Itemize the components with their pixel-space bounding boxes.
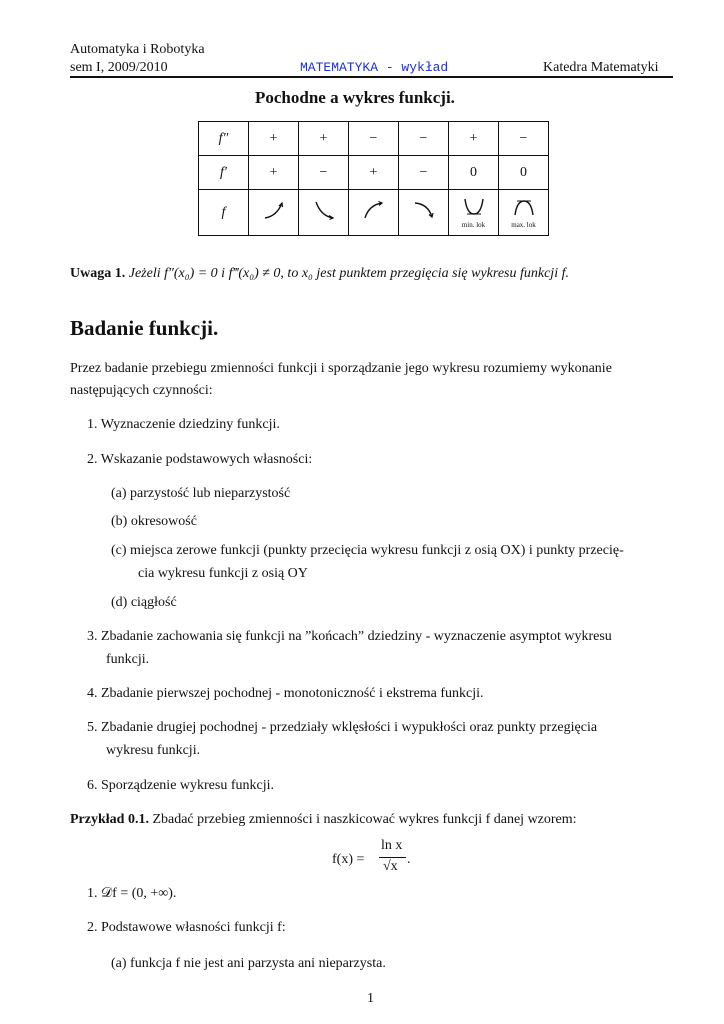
step-3-line-1: 3. Zbadanie zachowania się funkcji na ”końcach” dziedziny - wyznaczenie asymptot wykresu bbox=[87, 629, 612, 644]
fraction-bar bbox=[379, 857, 406, 858]
example-item-2: 2. Podstawowe własności funkcji f: bbox=[87, 920, 286, 935]
row-label-f1: f′ bbox=[199, 156, 249, 190]
intro-line-1: Przez badanie przebiegu zmienności funkcji i sporządzanie jego wykresu rozumiemy wykonanie bbox=[70, 361, 612, 376]
table-cell: − bbox=[399, 156, 449, 190]
example-text: Zbadać przebieg zmienności i naszkicować wykres funkcji f danej wzorem: bbox=[152, 812, 577, 827]
table-cell: − bbox=[399, 122, 449, 156]
decreasing-concave-curve-icon bbox=[399, 190, 449, 236]
local-minimum-cell bbox=[449, 190, 499, 236]
step-3-line-2: funkcji. bbox=[106, 652, 150, 667]
remark bbox=[70, 262, 690, 286]
remark-label: Uwaga 1. bbox=[70, 266, 126, 281]
remark-text: Jeżeli f″(x₀) = 0 i f‴(x₀) ≠ 0, to x₀ jest punktem przegięcia się wykresu funkcji f. bbox=[128, 266, 569, 281]
step-5-line-1: 5. Zbadanie drugiej pochodnej - przedziały wklęsłości i wypukłości oraz punkty przegięcia bbox=[87, 720, 598, 735]
example-intro bbox=[70, 808, 577, 832]
step-2b: (b) okresowość bbox=[111, 514, 197, 529]
example-item-2a: (a) funkcja f nie jest ani parzysta ani nieparzysta. bbox=[111, 956, 386, 971]
section-title: Badanie funkcji. bbox=[70, 316, 219, 340]
header-department: Katedra Matematyki bbox=[543, 60, 659, 75]
table-cell: − bbox=[349, 122, 399, 156]
table-cell: − bbox=[299, 156, 349, 190]
local-minimum-icon bbox=[459, 197, 489, 217]
step-2: 2. Wskazanie podstawowych własności: bbox=[87, 452, 313, 467]
row-label-f: f bbox=[199, 190, 249, 236]
table-cell: 0 bbox=[499, 156, 549, 190]
formula-denominator: √x bbox=[383, 859, 398, 874]
table-cell: + bbox=[449, 122, 499, 156]
formula-period: . bbox=[407, 852, 411, 867]
table-cell: + bbox=[249, 156, 299, 190]
example-item-1: 1. 𝒟f = (0, +∞). bbox=[87, 886, 177, 901]
local-maximum-icon bbox=[509, 197, 539, 217]
step-5-line-2: wykresu funkcji. bbox=[106, 743, 201, 758]
intro-line-2: następujących czynności: bbox=[70, 383, 213, 398]
decreasing-convex-curve-icon bbox=[299, 190, 349, 236]
step-1: 1. Wyznaczenie dziedziny funkcji. bbox=[87, 417, 280, 432]
increasing-convex-curve-icon bbox=[249, 190, 299, 236]
page-number: 1 bbox=[367, 991, 374, 1006]
table-cell: + bbox=[249, 122, 299, 156]
row-label-f2: f″ bbox=[199, 122, 249, 156]
min-label: min. lok bbox=[461, 220, 486, 229]
table-row-f2 bbox=[199, 122, 549, 156]
table-cell: − bbox=[499, 122, 549, 156]
example-label: Przykład 0.1. bbox=[70, 812, 149, 827]
max-label: max. lok bbox=[511, 220, 536, 229]
formula-lhs: f(x) = bbox=[332, 852, 365, 867]
header-rule bbox=[70, 76, 673, 78]
step-2c-line-1: (c) miejsca zerowe funkcji (punkty przecięcia wykresu funkcji z osią OX) i punkty przecię- bbox=[111, 543, 624, 558]
table-cell: 0 bbox=[449, 156, 499, 190]
header-semester: sem I, 2009/2010 bbox=[70, 60, 168, 75]
formula-numerator: ln x bbox=[381, 838, 403, 853]
step-2d: (d) ciągłość bbox=[111, 595, 177, 610]
table-cell: + bbox=[299, 122, 349, 156]
increasing-concave-curve-icon bbox=[349, 190, 399, 236]
table-cell: + bbox=[349, 156, 399, 190]
table-row-f1 bbox=[199, 156, 549, 190]
table-title: Pochodne a wykres funkcji. bbox=[255, 88, 455, 107]
derivative-sign-table bbox=[198, 121, 549, 236]
step-2c-line-2: cia wykresu funkcji z osią OY bbox=[138, 566, 308, 581]
local-maximum-cell bbox=[499, 190, 549, 236]
header-subject: MATEMATYKA - wykład bbox=[300, 60, 449, 75]
step-2a: (a) parzystość lub nieparzystość bbox=[111, 486, 291, 501]
header-course: Automatyka i Robotyka bbox=[70, 42, 205, 57]
step-4: 4. Zbadanie pierwszej pochodnej - monotoniczność i ekstrema funkcji. bbox=[87, 686, 484, 701]
step-6: 6. Sporządzenie wykresu funkcji. bbox=[87, 778, 274, 793]
table-row-f bbox=[199, 190, 549, 236]
